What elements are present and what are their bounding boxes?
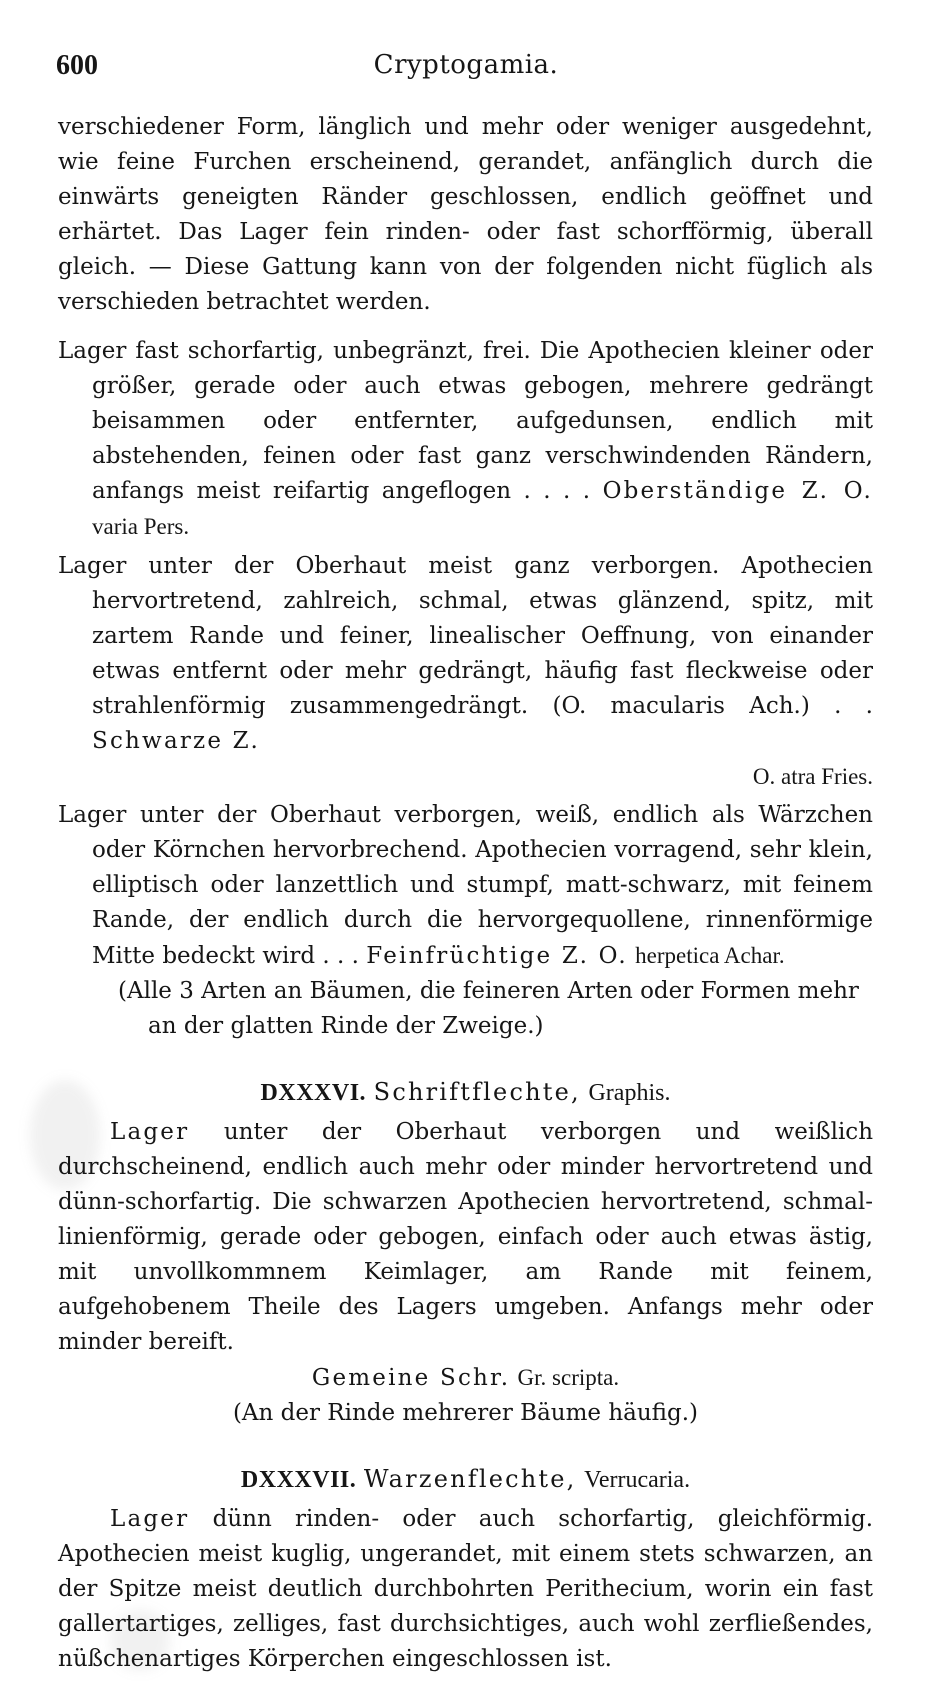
genus-latin-name: Verrucaria. bbox=[584, 1467, 691, 1493]
species-name: Schwarze Z. bbox=[92, 728, 260, 754]
species-latin: herpetica Achar. bbox=[635, 943, 785, 968]
species-latin: O. atra Fries. bbox=[752, 764, 873, 789]
running-head: Cryptogamia. bbox=[373, 50, 559, 80]
genus-german-name: Warzenflechte, bbox=[363, 1465, 577, 1493]
genus-heading bbox=[58, 1461, 873, 1498]
habitat-note: (Alle 3 Arten an Bäumen, die feineren Arten oder Formen mehr an der glatten Rinde der Zweige.) bbox=[118, 978, 859, 1039]
species-name: Oberständige Z. O. bbox=[602, 478, 873, 504]
key-entry-1 bbox=[58, 334, 873, 545]
page-header bbox=[56, 50, 876, 90]
species-name: Feinfrüchtige Z. O. bbox=[366, 943, 628, 969]
habitat-note: (An der Rinde mehrerer Bäume häufig.) bbox=[232, 1400, 699, 1426]
genus-number: DXXXVII. bbox=[240, 1467, 357, 1493]
key-entry-text: Lager fast schorfartig, unbegränzt, frei. Die Apothecien kleiner oder größer, gerade oder auch etwas gebogen, mehrere gedrängt beisammen oder entfernter, aufgedunsen, endlich mit abstehenden, feinen oder fast ganz verschwindenden Rändern, anfangs meist reifartig angeflogen . . . . bbox=[58, 338, 873, 504]
description-text: dünn rinden- oder auch schorfartig, gleichförmig. Apothecien meist kuglig, ungerandet, mit einem stets schwarzen, an der Spitze meist deutlich durchbohrten Perithecium, worin ein fast gallertartiges, zelliges, fast durchsichtiges, auch wohl zerfließendes, nüßchenartiges Körperchen eingeschlossen ist. bbox=[58, 1506, 874, 1672]
description-text: unter der Oberhaut verborgen und weißlich durchscheinend, endlich auch mehr oder minder hervortretend und dünn-schorfartig. Die schwarzen Apothecien hervortretend, schmal-linienförmig, gerade oder gebogen, einfach oder auch etwas ästig, mit unvollkommnem Keimlager, am Rande mit feinem, aufgehobenem Theile des Lagers umgeben. Anfangs mehr oder minder bereift. bbox=[58, 1119, 874, 1355]
genus-description bbox=[58, 1502, 873, 1677]
key-entry-2 bbox=[58, 549, 873, 759]
genus-number: DXXXVI. bbox=[260, 1080, 367, 1106]
text-body bbox=[58, 110, 873, 1677]
key-entry-text: Lager unter der Oberhaut meist ganz verborgen. Apothecien hervortretend, zahlreich, schmal, etwas glänzend, spitz, mit zartem Rande und feiner, linealischer Oeffnung, von einander etwas entfernt oder mehr gedrängt, häufig fast fleckweise oder strahlenförmig zusammengedrängt. (O. macularis Ach.) . . bbox=[58, 553, 873, 719]
genus-latin-name: Graphis. bbox=[588, 1080, 671, 1106]
description-lead-word: Lager bbox=[110, 1119, 190, 1145]
species-name: Gemeine Schr. bbox=[311, 1365, 511, 1391]
intro-paragraph: verschiedener Form, länglich und mehr oder weniger ausgedehnt, wie feine Furchen erscheinend, gerandet, anfänglich durch die einwärts geneigten Ränder geschlossen, endlich geöffnet und erhärtet. Das Lager fein rinden- oder fast schorfförmig, überall gleich. — Diese Gattung kann von der folgenden nicht füglich als verschieden betrachtet werden. bbox=[58, 114, 873, 315]
page-number: 600 bbox=[56, 50, 98, 81]
description-lead-word: Lager bbox=[110, 1506, 190, 1532]
species-latin: Gr. scripta. bbox=[517, 1365, 620, 1390]
genus-description bbox=[58, 1115, 873, 1360]
key-entry-text: Lager unter der Oberhaut verborgen, weiß, endlich als Wärzchen oder Körnchen hervorbrechend. Apothecien vorragend, sehr klein, elliptisch oder lanzettlich und stumpf, matt-schwarz, mit feinem Rande, der endlich durch die hervorgequollene, rinnenförmige Mitte bedeckt wird . . . bbox=[58, 802, 873, 969]
genus-heading bbox=[58, 1074, 873, 1111]
species-latin: varia Pers. bbox=[92, 514, 190, 539]
genus-german-name: Schriftflechte, bbox=[373, 1078, 581, 1106]
key-entry-3 bbox=[58, 798, 873, 974]
species-line bbox=[58, 1360, 873, 1396]
